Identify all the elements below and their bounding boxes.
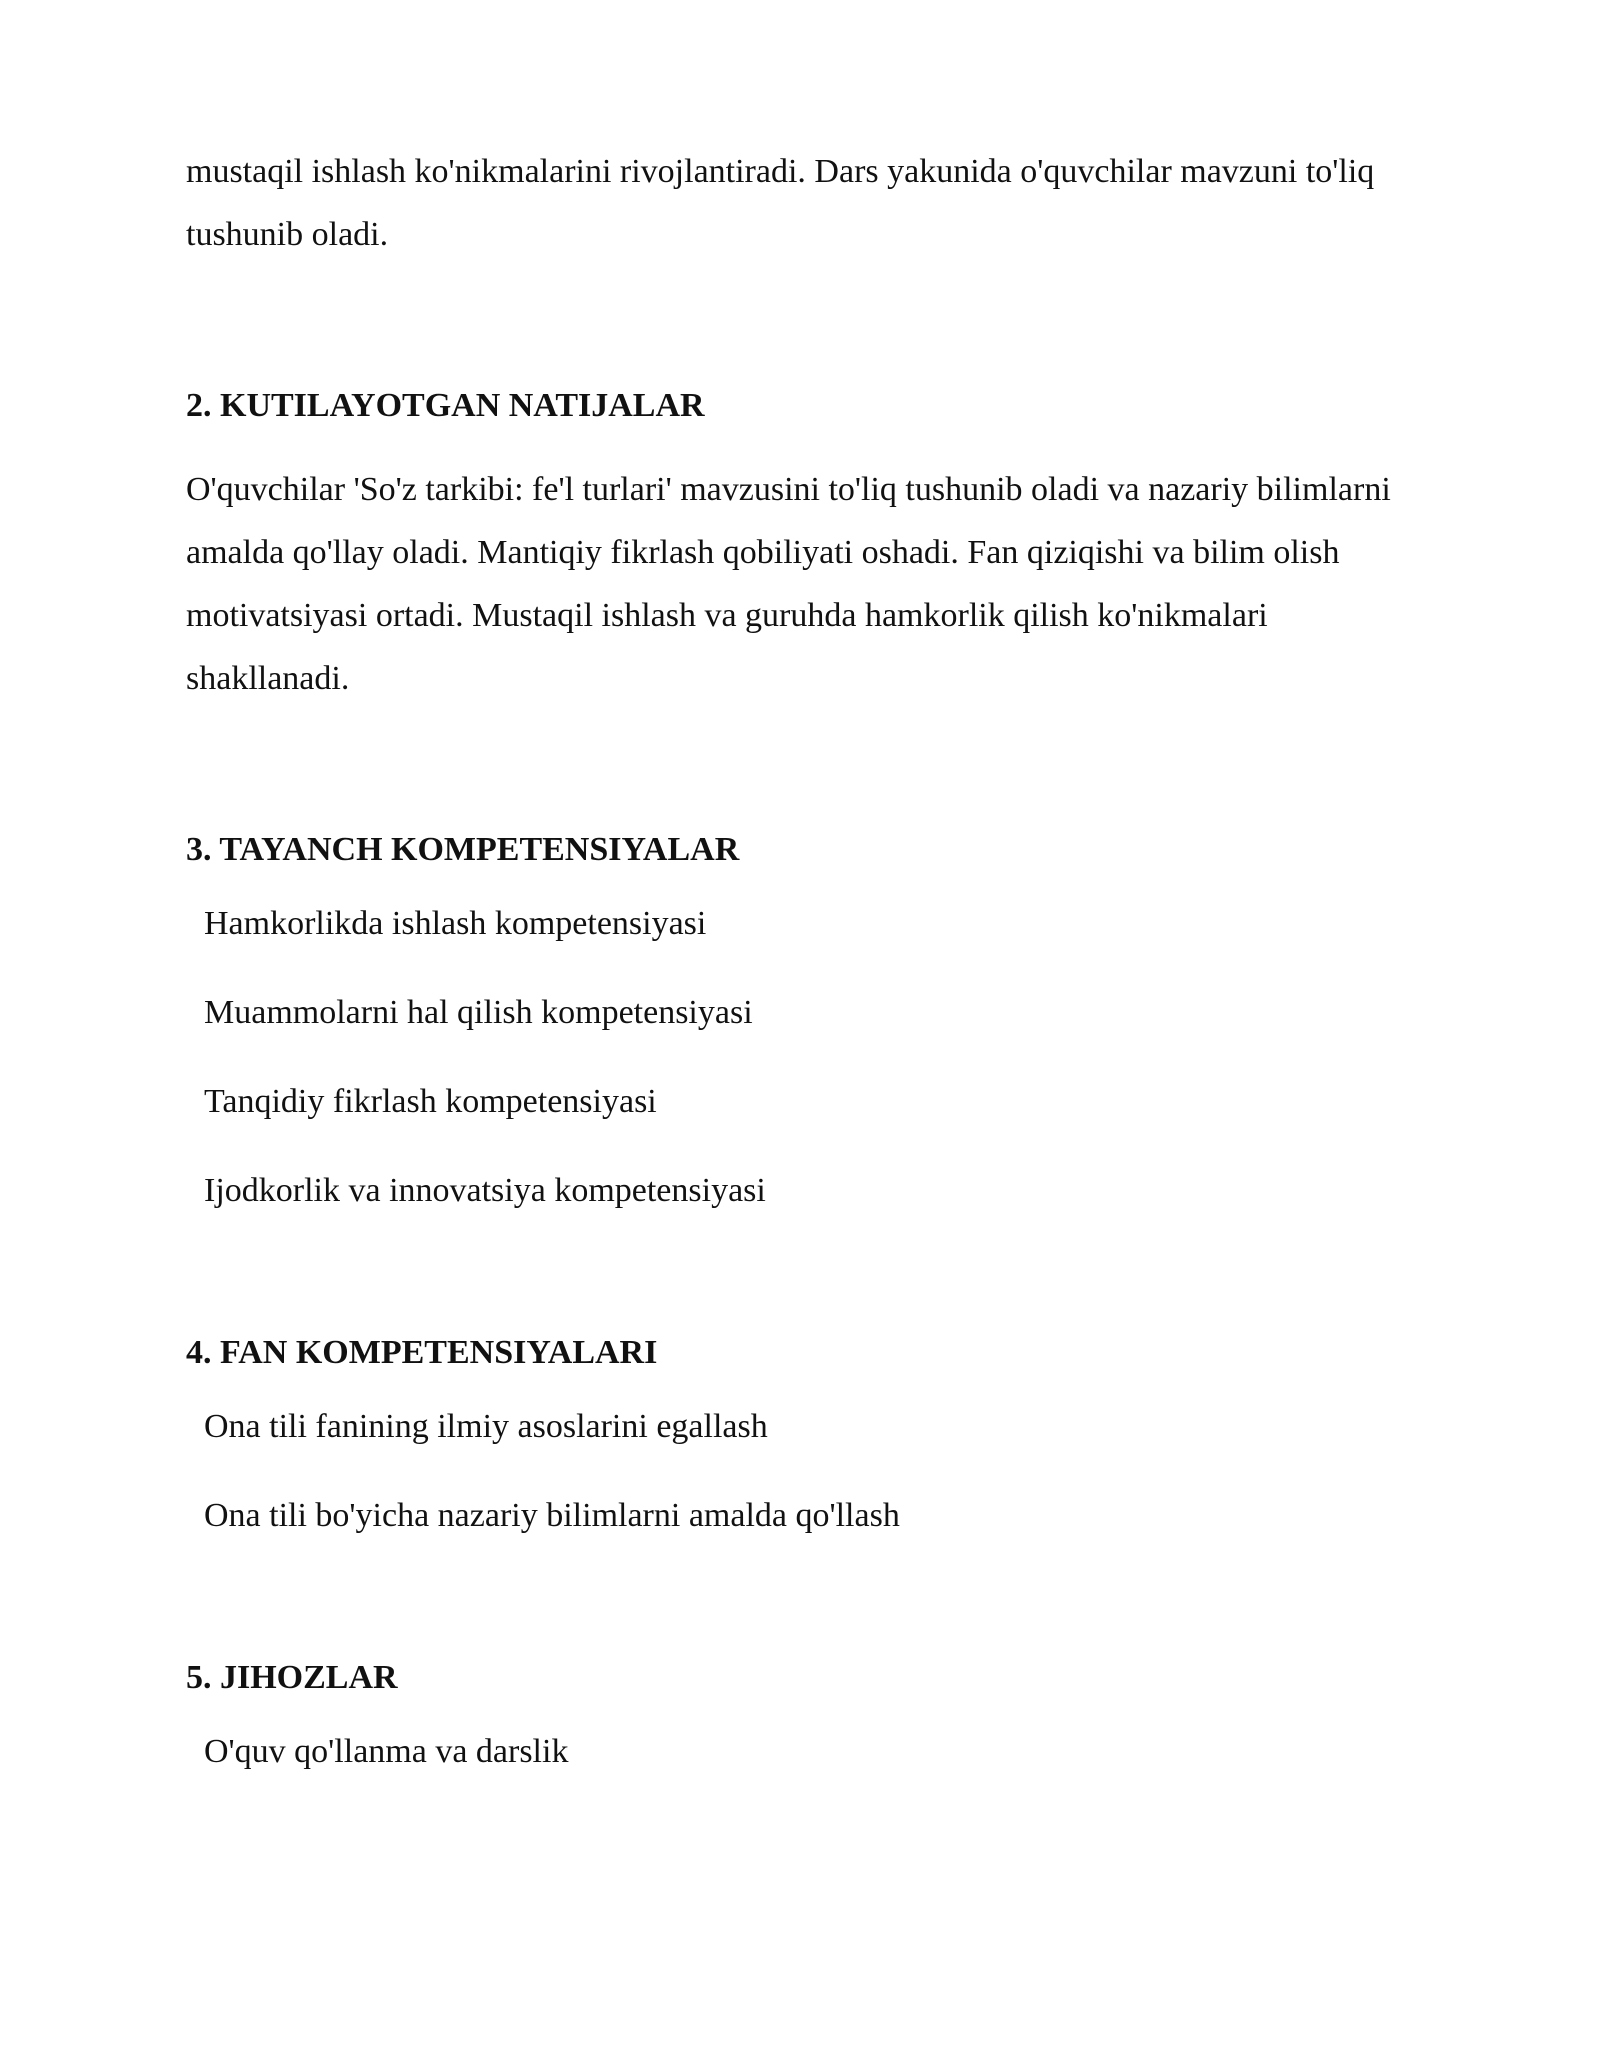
list-item: Ona tili fanining ilmiy asoslarini egallash xyxy=(204,1408,768,1445)
section-heading: 3. TAYANCH KOMPETENSIYALAR xyxy=(186,831,740,868)
list-item: O'quv qo'llanma va darslik xyxy=(204,1733,569,1770)
list-item: Muammolarni hal qilish kompetensiyasi xyxy=(204,994,753,1031)
list-item: Ijodkorlik va innovatsiya kompetensiyasi xyxy=(204,1172,766,1209)
section-heading: 4. FAN KOMPETENSIYALARI xyxy=(186,1334,658,1371)
intro-paragraph: mustaqil ishlash ko'nikmalarini rivojlantiradi. Dars yakunida o'quvchilar mavzuni to'liq tushunib oladi. xyxy=(186,153,1375,253)
list-item: Tanqidiy fikrlash kompetensiyasi xyxy=(204,1083,657,1120)
section-heading: 5. JIHOZLAR xyxy=(186,1659,398,1696)
section-subject-competencies xyxy=(186,1331,1446,1538)
list-item: Ona tili bo'yicha nazariy bilimlarni amalda qo'llash xyxy=(204,1497,900,1534)
section-expected-results xyxy=(186,384,1446,710)
section-paragraph: O'quvchilar 'So'z tarkibi: fe'l turlari' mavzusini to'liq tushunib oladi va nazariy bilimlarni amalda qo'llay oladi. Mantiqiy fikrlash qobiliyati oshadi. Fan qiziqishi va bilim olish motivatsiyasi ortadi. Mustaqil ishlash va guruhda hamkorlik qilish ko'nikmalari shakllanadi. xyxy=(186,471,1391,697)
section-equipment xyxy=(186,1656,1446,1774)
list-item: Hamkorlikda ishlash kompetensiyasi xyxy=(204,905,707,942)
section-core-competencies xyxy=(186,828,1446,1213)
document-content xyxy=(186,140,1446,1819)
section-heading: 2. KUTILAYOTGAN NATIJALAR xyxy=(186,387,705,424)
